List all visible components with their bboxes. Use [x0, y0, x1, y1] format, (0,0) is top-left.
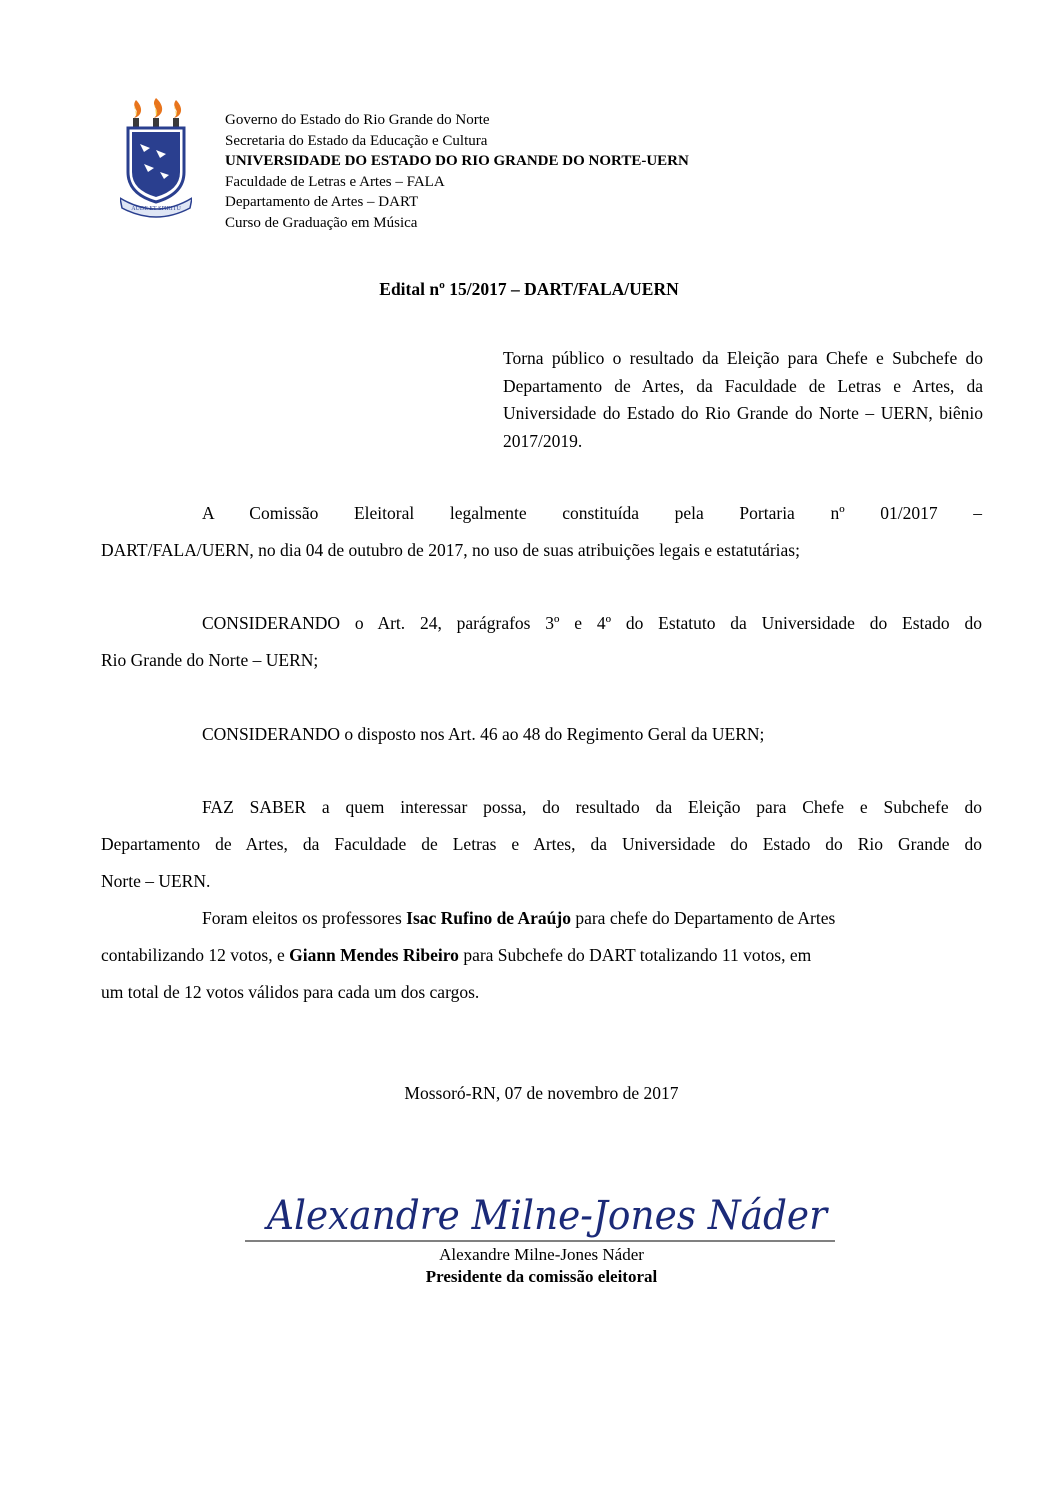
signer-role: Presidente da comissão eleitoral	[425, 1267, 658, 1286]
paragraph-considering-statute-line2: Rio Grande do Norte – UERN;	[101, 650, 319, 670]
elected-subchief-name: Giann Mendes Ribeiro	[289, 945, 459, 965]
paragraph-elected-line2	[101, 937, 982, 974]
paragraph-elected-line3: um total de 12 votos válidos para cada um dos cargos.	[101, 982, 480, 1002]
elected-chief-name: Isac Rufino de Araújo	[406, 908, 571, 928]
paragraph-commission-line1: A Comissão Eleitoral legalmente constituída pela Portaria nº 01/2017 –	[202, 503, 982, 523]
institution-header	[225, 110, 689, 233]
paragraph-faz-saber-line1: FAZ SABER a quem interessar possa, do resultado da Eleição para Chefe e Subchefe do	[202, 797, 982, 817]
university-crest-icon	[120, 98, 192, 220]
handwritten-signature	[245, 1185, 840, 1247]
header-line-secretariat: Secretaria do Estado da Educação e Cultura	[225, 132, 488, 149]
paragraph-considering-statute-line1: CONSIDERANDO o Art. 24, parágrafos 3º e 4º do Estatuto da Universidade do Estado do	[202, 613, 982, 633]
header-line-faculty: Faculdade de Letras e Artes – FALA	[225, 173, 445, 190]
signer-name: Alexandre Milne-Jones Náder	[439, 1245, 644, 1264]
header-line-government: Governo do Estado do Rio Grande do Norte	[225, 112, 490, 128]
elected-text: para Subchefe do DART totalizando 11 votos, em	[458, 945, 812, 965]
edital-summary: Torna público o resultado da Eleição para Chefe e Subchefe do Departamento de Artes, da Faculdade de Letras e Artes, da Universidade do Estado do Rio Grande do Norte – UERN, biênio 2017/2019.	[503, 348, 983, 451]
elected-text: para chefe do Departamento de Artes	[570, 908, 836, 928]
paragraph-faz-saber-line2: Departamento de Artes, da Faculdade de Letras e Artes, da Universidade do Estado do Rio Grande do	[101, 834, 982, 854]
elected-text: Foram eleitos os professores	[202, 908, 407, 928]
header-line-course: Curso de Graduação em Música	[225, 214, 418, 231]
paragraph-faz-saber-line3: Norte – UERN.	[101, 871, 211, 891]
paragraph-considering-regiment: CONSIDERANDO o disposto nos Art. 46 ao 48 do Regimento Geral da UERN;	[202, 724, 765, 744]
crest-motto: AUDE ET SPIRITU	[131, 206, 181, 212]
paragraph-commission-line2: DART/FALA/UERN, no dia 04 de outubro de 2017, no uso de suas atribuições legais e estatutárias;	[101, 540, 800, 560]
signature-script: Alexandre Milne-Jones Náder	[263, 1193, 830, 1239]
edital-title: Edital nº 15/2017 – DART/FALA/UERN	[379, 279, 679, 299]
place-and-date: Mossoró-RN, 07 de novembro de 2017	[404, 1083, 679, 1103]
header-line-department: Departamento de Artes – DART	[225, 194, 419, 210]
elected-text: contabilizando 12 votos, e	[101, 945, 290, 965]
paragraph-elected-line1	[202, 900, 982, 937]
header-line-university: UNIVERSIDADE DO ESTADO DO RIO GRANDE DO NORTE-UERN	[225, 153, 689, 169]
